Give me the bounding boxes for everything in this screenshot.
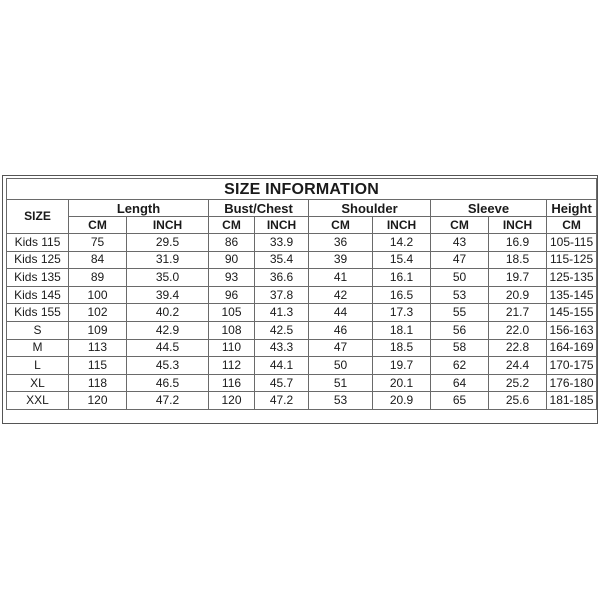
value-cell: 115 (69, 357, 127, 375)
size-cell: Kids 115 (7, 234, 69, 252)
size-cell: XL (7, 374, 69, 392)
value-cell: 47.2 (255, 392, 309, 410)
size-cell: S (7, 321, 69, 339)
size-cell: Kids 155 (7, 304, 69, 322)
value-cell: 46 (309, 321, 373, 339)
unit-header: CM (69, 217, 127, 234)
shoulder-header: Shoulder (309, 200, 431, 217)
value-cell: 39 (309, 251, 373, 269)
value-cell: 100 (69, 286, 127, 304)
value-cell: 18.5 (489, 251, 547, 269)
value-cell: 86 (209, 234, 255, 252)
value-cell: 50 (309, 357, 373, 375)
table-row (7, 339, 597, 357)
value-cell: 90 (209, 251, 255, 269)
value-cell: 14.2 (373, 234, 431, 252)
table-row (7, 374, 597, 392)
value-cell: 120 (209, 392, 255, 410)
table-row (7, 286, 597, 304)
value-cell: 19.7 (373, 357, 431, 375)
value-cell: 39.4 (127, 286, 209, 304)
value-cell: 36.6 (255, 269, 309, 287)
value-cell: 118 (69, 374, 127, 392)
value-cell: 44.1 (255, 357, 309, 375)
unit-header: INCH (255, 217, 309, 234)
table-row (7, 392, 597, 410)
value-cell: 18.5 (373, 339, 431, 357)
value-cell: 93 (209, 269, 255, 287)
value-cell: 33.9 (255, 234, 309, 252)
value-cell: 19.7 (489, 269, 547, 287)
value-cell: 43.3 (255, 339, 309, 357)
value-cell: 20.9 (489, 286, 547, 304)
unit-header: CM (209, 217, 255, 234)
value-cell: 58 (431, 339, 489, 357)
value-cell: 29.5 (127, 234, 209, 252)
size-cell: L (7, 357, 69, 375)
value-cell: 112 (209, 357, 255, 375)
unit-header: CM (547, 217, 597, 234)
value-cell: 145-155 (547, 304, 597, 322)
value-cell: 108 (209, 321, 255, 339)
value-cell: 41.3 (255, 304, 309, 322)
value-cell: 45.3 (127, 357, 209, 375)
value-cell: 156-163 (547, 321, 597, 339)
size-cell: M (7, 339, 69, 357)
bust-chest-header: Bust/Chest (209, 200, 309, 217)
size-information-table (6, 178, 597, 410)
value-cell: 37.8 (255, 286, 309, 304)
value-cell: 42.9 (127, 321, 209, 339)
value-cell: 113 (69, 339, 127, 357)
value-cell: 17.3 (373, 304, 431, 322)
value-cell: 170-175 (547, 357, 597, 375)
sleeve-header: Sleeve (431, 200, 547, 217)
value-cell: 116 (209, 374, 255, 392)
value-cell: 44 (309, 304, 373, 322)
value-cell: 22.0 (489, 321, 547, 339)
value-cell: 64 (431, 374, 489, 392)
value-cell: 51 (309, 374, 373, 392)
value-cell: 16.1 (373, 269, 431, 287)
table-row (7, 234, 597, 252)
value-cell: 105-115 (547, 234, 597, 252)
value-cell: 16.9 (489, 234, 547, 252)
size-cell: Kids 125 (7, 251, 69, 269)
value-cell: 16.5 (373, 286, 431, 304)
value-cell: 47.2 (127, 392, 209, 410)
value-cell: 20.9 (373, 392, 431, 410)
table-row (7, 304, 597, 322)
table-body (7, 234, 597, 410)
value-cell: 120 (69, 392, 127, 410)
table-row (7, 251, 597, 269)
height-header: Height (547, 200, 597, 217)
value-cell: 65 (431, 392, 489, 410)
value-cell: 75 (69, 234, 127, 252)
value-cell: 40.2 (127, 304, 209, 322)
value-cell: 15.4 (373, 251, 431, 269)
value-cell: 50 (431, 269, 489, 287)
value-cell: 181-185 (547, 392, 597, 410)
value-cell: 115-125 (547, 251, 597, 269)
table-title: SIZE INFORMATION (7, 179, 597, 200)
value-cell: 47 (309, 339, 373, 357)
size-cell: Kids 135 (7, 269, 69, 287)
value-cell: 21.7 (489, 304, 547, 322)
value-cell: 46.5 (127, 374, 209, 392)
unit-header: CM (309, 217, 373, 234)
value-cell: 22.8 (489, 339, 547, 357)
value-cell: 42 (309, 286, 373, 304)
value-cell: 84 (69, 251, 127, 269)
unit-header: INCH (127, 217, 209, 234)
value-cell: 56 (431, 321, 489, 339)
size-column-header: SIZE (7, 200, 69, 234)
value-cell: 110 (209, 339, 255, 357)
value-cell: 135-145 (547, 286, 597, 304)
value-cell: 47 (431, 251, 489, 269)
value-cell: 45.7 (255, 374, 309, 392)
value-cell: 44.5 (127, 339, 209, 357)
value-cell: 24.4 (489, 357, 547, 375)
value-cell: 62 (431, 357, 489, 375)
value-cell: 55 (431, 304, 489, 322)
size-cell: Kids 145 (7, 286, 69, 304)
unit-header: CM (431, 217, 489, 234)
value-cell: 96 (209, 286, 255, 304)
value-cell: 105 (209, 304, 255, 322)
value-cell: 176-180 (547, 374, 597, 392)
value-cell: 102 (69, 304, 127, 322)
value-cell: 20.1 (373, 374, 431, 392)
value-cell: 109 (69, 321, 127, 339)
value-cell: 35.4 (255, 251, 309, 269)
unit-header: INCH (373, 217, 431, 234)
table-row (7, 357, 597, 375)
length-header: Length (69, 200, 209, 217)
value-cell: 53 (431, 286, 489, 304)
value-cell: 42.5 (255, 321, 309, 339)
value-cell: 35.0 (127, 269, 209, 287)
value-cell: 164-169 (547, 339, 597, 357)
value-cell: 53 (309, 392, 373, 410)
value-cell: 36 (309, 234, 373, 252)
value-cell: 41 (309, 269, 373, 287)
value-cell: 43 (431, 234, 489, 252)
value-cell: 25.2 (489, 374, 547, 392)
unit-header: INCH (489, 217, 547, 234)
table-row (7, 321, 597, 339)
value-cell: 18.1 (373, 321, 431, 339)
size-cell: XXL (7, 392, 69, 410)
table-row (7, 269, 597, 287)
value-cell: 89 (69, 269, 127, 287)
value-cell: 31.9 (127, 251, 209, 269)
value-cell: 25.6 (489, 392, 547, 410)
value-cell: 125-135 (547, 269, 597, 287)
